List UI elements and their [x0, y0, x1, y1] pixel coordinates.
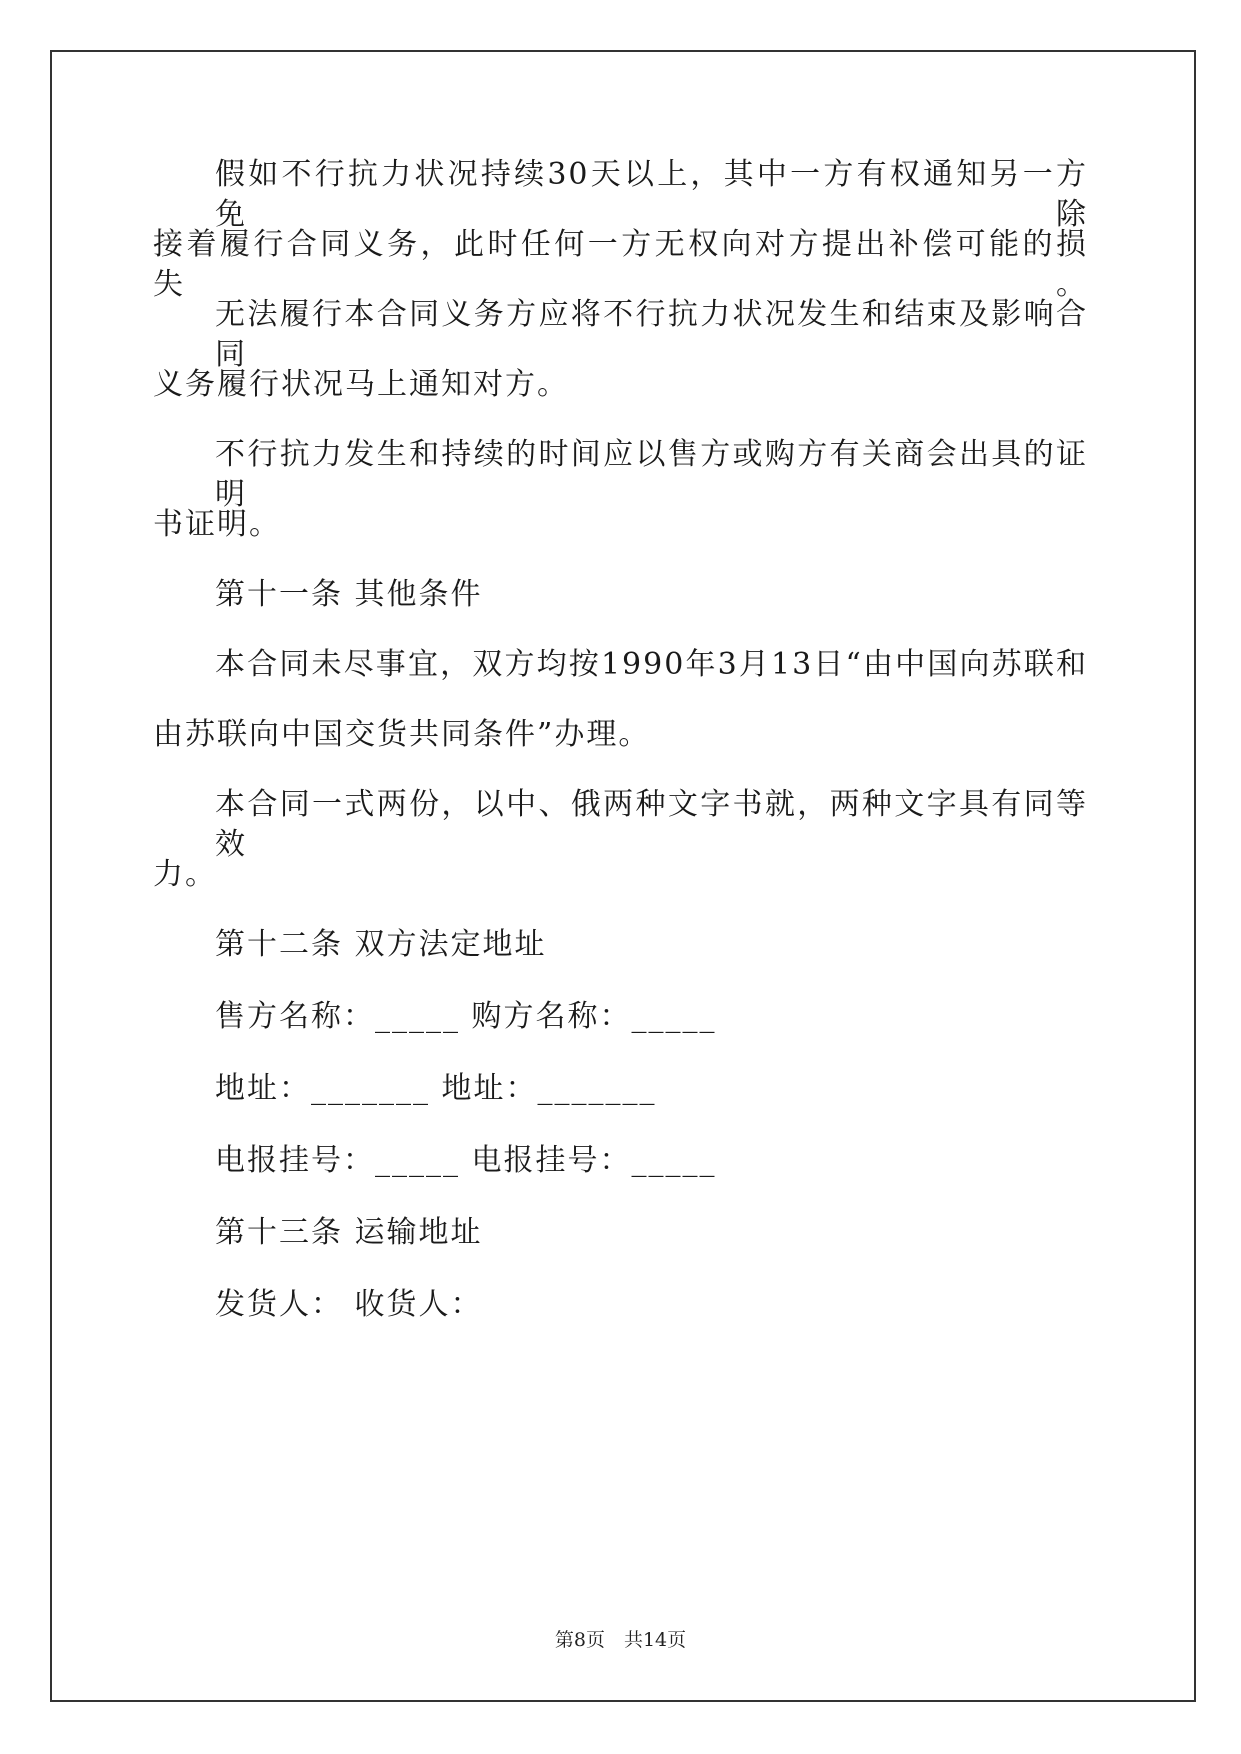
paragraph-line: 无法履行本合同义务方应将不行抗力状况发生和结束及影响合同	[215, 297, 1088, 372]
paragraph-line: 书证明。	[153, 507, 281, 542]
section-heading: 第十一条 其他条件	[215, 577, 483, 612]
form-line: 地址：_______ 地址：_______	[215, 1071, 657, 1106]
paragraph-line: 不行抗力发生和持续的时间应以售方或购方有关商会出具的证明	[215, 437, 1088, 512]
page-number-footer: 第8页 共14页	[554, 1629, 687, 1651]
paragraph-line: 接着履行合同义务，此时任何一方无权向对方提出补偿可能的损失。	[153, 227, 1088, 302]
paragraph-line: 义务履行状况马上通知对方。	[153, 367, 569, 402]
paragraph-line: 假如不行抗力状况持续30天以上，其中一方有权通知另一方免除	[215, 157, 1088, 232]
paragraph-line: 力。	[153, 857, 217, 892]
paragraph-line: 由苏联向中国交货共同条件”办理。	[153, 717, 651, 752]
section-heading: 第十三条 运输地址	[215, 1215, 483, 1250]
paragraph-line: 本合同一式两份，以中、俄两种文字书就，两种文字具有同等效	[215, 787, 1088, 862]
form-line: 发货人： 收货人：	[215, 1287, 483, 1322]
section-heading: 第十二条 双方法定地址	[215, 927, 547, 962]
form-line: 售方名称：_____ 购方名称：_____	[215, 999, 717, 1034]
form-line: 电报挂号：_____ 电报挂号：_____	[215, 1143, 717, 1178]
paragraph-line: 本合同未尽事宜，双方均按1990年3月13日“由中国向苏联和	[215, 647, 1088, 682]
